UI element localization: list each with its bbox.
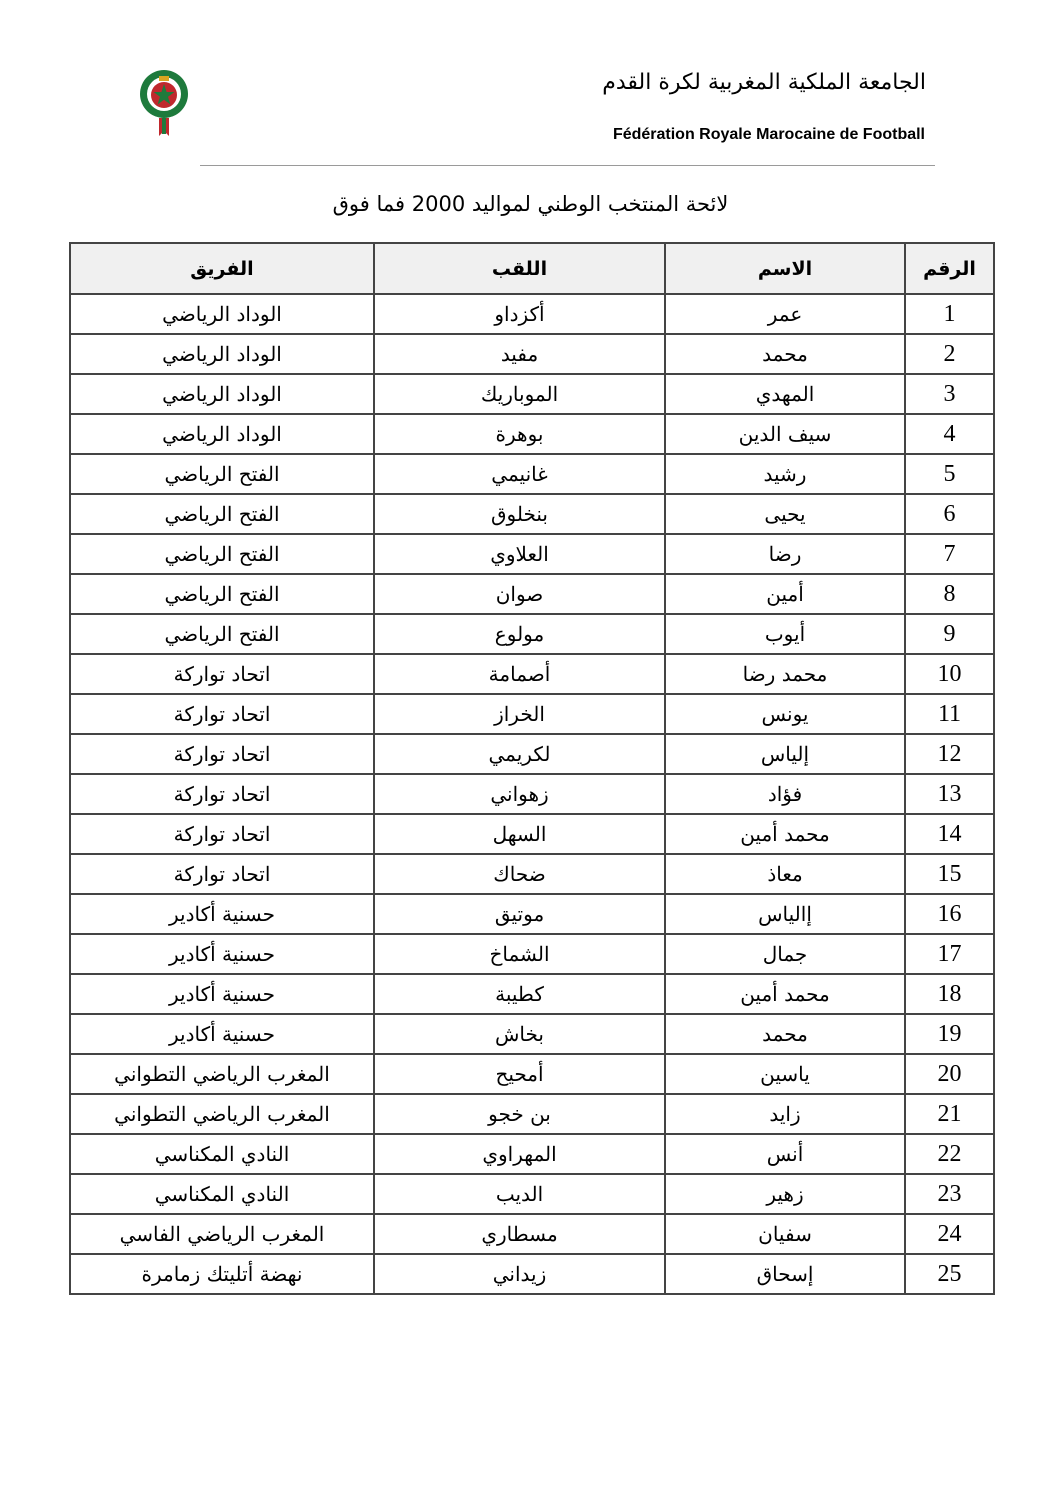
cell-team: نهضة أتليتك زمامرة: [70, 1254, 374, 1294]
table-row: [70, 494, 994, 534]
cell-name: جمال: [665, 934, 905, 974]
cell-name: محمد أمين: [665, 974, 905, 1014]
cell-surname: بخاش: [374, 1014, 665, 1054]
cell-team: الفتح الرياضي: [70, 614, 374, 654]
cell-number: 17: [905, 934, 994, 974]
cell-team: حسنية أكادير: [70, 974, 374, 1014]
cell-surname: أصمامة: [374, 654, 665, 694]
cell-surname: أكزداو: [374, 294, 665, 334]
cell-team: الوداد الرياضي: [70, 414, 374, 454]
cell-team: اتحاد تواركة: [70, 694, 374, 734]
cell-number: 19: [905, 1014, 994, 1054]
cell-team: اتحاد تواركة: [70, 814, 374, 854]
squad-table: [69, 242, 995, 1295]
table-row: [70, 894, 994, 934]
cell-surname: الديب: [374, 1174, 665, 1214]
column-header-name: الاسم: [665, 243, 905, 294]
cell-name: زايد: [665, 1094, 905, 1134]
cell-surname: صوان: [374, 574, 665, 614]
table-body: [70, 294, 994, 1294]
cell-surname: مولوع: [374, 614, 665, 654]
cell-surname: بوهرة: [374, 414, 665, 454]
cell-name: رضا: [665, 534, 905, 574]
cell-team: المغرب الرياضي التطواني: [70, 1054, 374, 1094]
table-row: [70, 854, 994, 894]
table-row: [70, 1014, 994, 1054]
cell-name: يحيى: [665, 494, 905, 534]
cell-surname: الشماخ: [374, 934, 665, 974]
table-row: [70, 694, 994, 734]
cell-team: حسنية أكادير: [70, 894, 374, 934]
cell-name: سفيان: [665, 1214, 905, 1254]
table-row: [70, 1254, 994, 1294]
cell-team: الوداد الرياضي: [70, 374, 374, 414]
cell-number: 23: [905, 1174, 994, 1214]
table-row: [70, 814, 994, 854]
table-row: [70, 974, 994, 1014]
cell-surname: موتيق: [374, 894, 665, 934]
cell-surname: مفيد: [374, 334, 665, 374]
cell-team: حسنية أكادير: [70, 934, 374, 974]
cell-surname: بن خجو: [374, 1094, 665, 1134]
cell-surname: أمحيح: [374, 1054, 665, 1094]
cell-name: ياسين: [665, 1054, 905, 1094]
cell-name: سيف الدين: [665, 414, 905, 454]
cell-number: 13: [905, 774, 994, 814]
cell-name: أمين: [665, 574, 905, 614]
table-row: [70, 734, 994, 774]
federation-name-arabic: الجامعة الملكية المغربية لكرة القدم: [602, 70, 926, 95]
table-row: [70, 334, 994, 374]
cell-number: 10: [905, 654, 994, 694]
cell-name: محمد أمين: [665, 814, 905, 854]
cell-number: 22: [905, 1134, 994, 1174]
cell-number: 20: [905, 1054, 994, 1094]
cell-surname: الخراز: [374, 694, 665, 734]
cell-number: 11: [905, 694, 994, 734]
cell-number: 12: [905, 734, 994, 774]
cell-surname: العلاوي: [374, 534, 665, 574]
table-row: [70, 454, 994, 494]
frmf-crest-icon: [138, 68, 190, 138]
cell-number: 6: [905, 494, 994, 534]
cell-number: 8: [905, 574, 994, 614]
cell-team: الفتح الرياضي: [70, 534, 374, 574]
table-row: [70, 534, 994, 574]
cell-name: أنس: [665, 1134, 905, 1174]
table-row: [70, 1054, 994, 1094]
cell-name: عمر: [665, 294, 905, 334]
cell-name: رشيد: [665, 454, 905, 494]
table-header-row: [70, 243, 994, 294]
cell-team: الفتح الرياضي: [70, 494, 374, 534]
cell-surname: مسطاري: [374, 1214, 665, 1254]
cell-team: المغرب الرياضي التطواني: [70, 1094, 374, 1134]
document-title: لائحة المنتخب الوطني لمواليد 2000 فما فوق: [332, 192, 729, 216]
cell-surname: غانيمي: [374, 454, 665, 494]
cell-number: 24: [905, 1214, 994, 1254]
table-row: [70, 1174, 994, 1214]
cell-number: 5: [905, 454, 994, 494]
cell-surname: بنخلوق: [374, 494, 665, 534]
column-header-number: الرقم: [905, 243, 994, 294]
cell-surname: زهواني: [374, 774, 665, 814]
table-row: [70, 654, 994, 694]
cell-name: زهير: [665, 1174, 905, 1214]
table-row: [70, 1134, 994, 1174]
table-row: [70, 934, 994, 974]
cell-name: فؤاد: [665, 774, 905, 814]
cell-number: 9: [905, 614, 994, 654]
cell-surname: ضحاك: [374, 854, 665, 894]
cell-name: معاذ: [665, 854, 905, 894]
cell-surname: المهراوي: [374, 1134, 665, 1174]
table-row: [70, 1094, 994, 1134]
cell-team: اتحاد تواركة: [70, 774, 374, 814]
table-row: [70, 294, 994, 334]
cell-name: إالياس: [665, 894, 905, 934]
cell-team: الوداد الرياضي: [70, 294, 374, 334]
cell-surname: كطيبة: [374, 974, 665, 1014]
cell-name: محمد: [665, 1014, 905, 1054]
table-row: [70, 1214, 994, 1254]
table-row: [70, 774, 994, 814]
cell-surname: السهل: [374, 814, 665, 854]
cell-team: المغرب الرياضي الفاسي: [70, 1214, 374, 1254]
header-divider: [200, 165, 935, 166]
cell-name: إسحاق: [665, 1254, 905, 1294]
cell-name: إلياس: [665, 734, 905, 774]
cell-team: الفتح الرياضي: [70, 574, 374, 614]
cell-surname: لكريمي: [374, 734, 665, 774]
cell-name: محمد: [665, 334, 905, 374]
table-row: [70, 374, 994, 414]
federation-name-french: Fédération Royale Marocaine de Football: [612, 126, 925, 143]
cell-number: 7: [905, 534, 994, 574]
cell-team: الوداد الرياضي: [70, 334, 374, 374]
cell-number: 1: [905, 294, 994, 334]
cell-number: 2: [905, 334, 994, 374]
cell-team: حسنية أكادير: [70, 1014, 374, 1054]
cell-team: الفتح الرياضي: [70, 454, 374, 494]
cell-team: اتحاد تواركة: [70, 854, 374, 894]
cell-number: 15: [905, 854, 994, 894]
cell-number: 21: [905, 1094, 994, 1134]
cell-name: أيوب: [665, 614, 905, 654]
cell-team: اتحاد تواركة: [70, 734, 374, 774]
table-row: [70, 414, 994, 454]
table-row: [70, 574, 994, 614]
cell-team: النادي المكناسي: [70, 1134, 374, 1174]
cell-number: 25: [905, 1254, 994, 1294]
cell-team: اتحاد تواركة: [70, 654, 374, 694]
table-row: [70, 614, 994, 654]
cell-number: 3: [905, 374, 994, 414]
cell-surname: زيداني: [374, 1254, 665, 1294]
cell-name: المهدي: [665, 374, 905, 414]
cell-number: 14: [905, 814, 994, 854]
cell-name: محمد رضا: [665, 654, 905, 694]
column-header-team: الفريق: [70, 243, 374, 294]
cell-team: النادي المكناسي: [70, 1174, 374, 1214]
cell-number: 16: [905, 894, 994, 934]
cell-name: يونس: [665, 694, 905, 734]
cell-number: 4: [905, 414, 994, 454]
cell-surname: الموباريك: [374, 374, 665, 414]
cell-number: 18: [905, 974, 994, 1014]
column-header-surname: اللقب: [374, 243, 665, 294]
